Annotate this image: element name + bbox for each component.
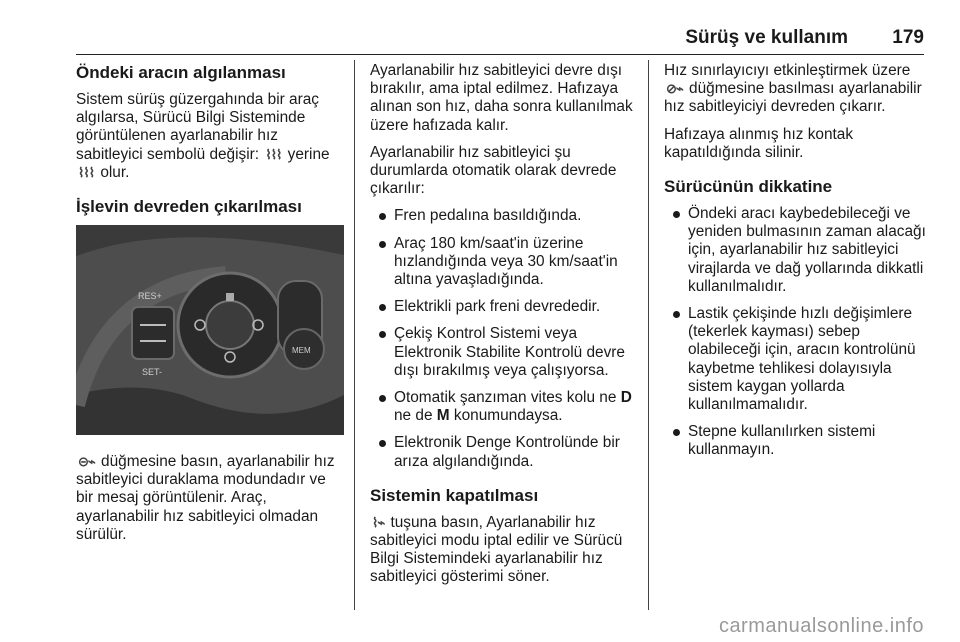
cruise-vehicle-detected-icon: ⌇⌇⌇ (78, 164, 95, 180)
paragraph-text: Hız sınırlayıcıyı etkinleştirmek üzere (664, 62, 911, 79)
gear-m-label: M (436, 407, 450, 425)
set-label: SET- (142, 367, 163, 378)
paragraph-text: düğmesine basılması ayarlanabilir hız sabitleyiciyi devreden çıkarır. (664, 80, 922, 116)
watermark: carmanualsonline.info (718, 615, 924, 637)
steering-wheel-controls-figure (76, 225, 344, 435)
list-item: Araç 180 km/saat'in üzerine hızlandığında veya 30 km/saat'in altına yavaşladığında. (370, 235, 636, 290)
column-divider (648, 60, 649, 610)
column-2 (370, 62, 636, 596)
list-item-text: Otomatik şanzıman vites kolu ne (394, 389, 617, 407)
list-item: Çekiş Kontrol Sistemi veya Elektronik Stabilite Kontrolü devre dışı bırakılmış veya çalışıyorsa. (370, 325, 636, 380)
paragraph: Ayarlanabilir hız sabitleyici şu durumlarda otomatik olarak devrede çıkarılır: (370, 143, 617, 198)
paragraph-text: olur. (100, 163, 130, 181)
list-item: Öndeki aracı kaybedebileceği ve yeniden bulmasının zaman alacağı için, ayarlanabilir hız sabitleyici virajlarda ve dağ yollarında dikkatli kullanılmalıdır. (664, 205, 930, 296)
gear-d-label: D (620, 389, 632, 407)
section-heading: Sürücünün dikkatine (664, 177, 833, 197)
paragraph (664, 62, 930, 117)
list-item (370, 389, 636, 425)
paragraph (76, 91, 344, 182)
res-label: RES+ (138, 291, 162, 302)
section-heading: Öndeki aracın algılanması (76, 63, 286, 82)
section-heading: Sistemin kapatılması (370, 485, 539, 505)
paragraph (76, 453, 344, 544)
list-item-text: konumundaysa. (453, 407, 563, 425)
condition-list (370, 207, 636, 470)
cruise-vehicle-ahead-icon: ⌇⌇⌇ (265, 146, 282, 162)
section-heading: İşlevin devreden çıkarılması (76, 197, 302, 217)
caution-list (664, 205, 930, 460)
cruise-pause-icon: ⊝⌁ (78, 454, 95, 470)
paragraph (370, 514, 636, 587)
paragraph-text: düğmesine basın, ayarlanabilir hız sabitleyici duraklama modundadır ve bir mesaj görüntülenir. Araç, ayarlanabilir hız sabitleyici olmadan sürülür. (76, 453, 335, 543)
paragraph: Hafızaya alınmış hız kontak kapatıldığında silinir. (664, 125, 854, 161)
list-item: Elektrikli park freni devrededir. (370, 298, 636, 316)
column-1 (76, 62, 344, 553)
steering-wheel-illustration (76, 225, 344, 435)
column-divider (354, 60, 355, 610)
mem-label: MEM (292, 346, 311, 356)
paragraph-text: Sistem sürüş güzergahında bir araç algılarsa, Sürücü Bilgi Sisteminde görüntülenen ayarlanabilir hız sabitleyici sembolü değişir: (76, 91, 319, 163)
paragraph-text: yerine (287, 145, 330, 163)
speed-limiter-icon: ⊘⌁ (666, 81, 683, 97)
list-item: Lastik çekişinde hızlı değişimlere (tekerlek kayması) sebep olabileceği için, aracın kontrolünü kaybetme tehlikesi dolayısıyla sistem kaygan yollarda kullanılmamalıdır. (664, 305, 930, 414)
paragraph-text: tuşuna basın, Ayarlanabilir hız sabitleyici modu iptal edilir ve Sürücü Bilgi Sistemindeki ayarlanabilir hız sabitleyici gösterimi söner. (370, 513, 623, 586)
column-3 (664, 62, 930, 469)
header-rule (76, 54, 924, 55)
list-item: Stepne kullanılırken sistemi kullanmayın. (664, 423, 930, 459)
page-number: 179 (892, 27, 924, 48)
paragraph: Ayarlanabilir hız sabitleyici devre dışı bırakılır, ama iptal edilmez. Hafızaya alınan son hız, daha sonra kullanılmak üzere hafızada kalır. (370, 62, 633, 134)
list-item: Elektronik Denge Kontrolünde bir arıza algılandığında. (370, 434, 636, 470)
list-item: Fren pedalına basıldığında. (370, 207, 636, 225)
cruise-control-icon: ⌇⌁ (372, 514, 385, 530)
page-header-title: Sürüş ve kullanım (685, 27, 848, 48)
list-item-text: ne de (394, 407, 433, 425)
